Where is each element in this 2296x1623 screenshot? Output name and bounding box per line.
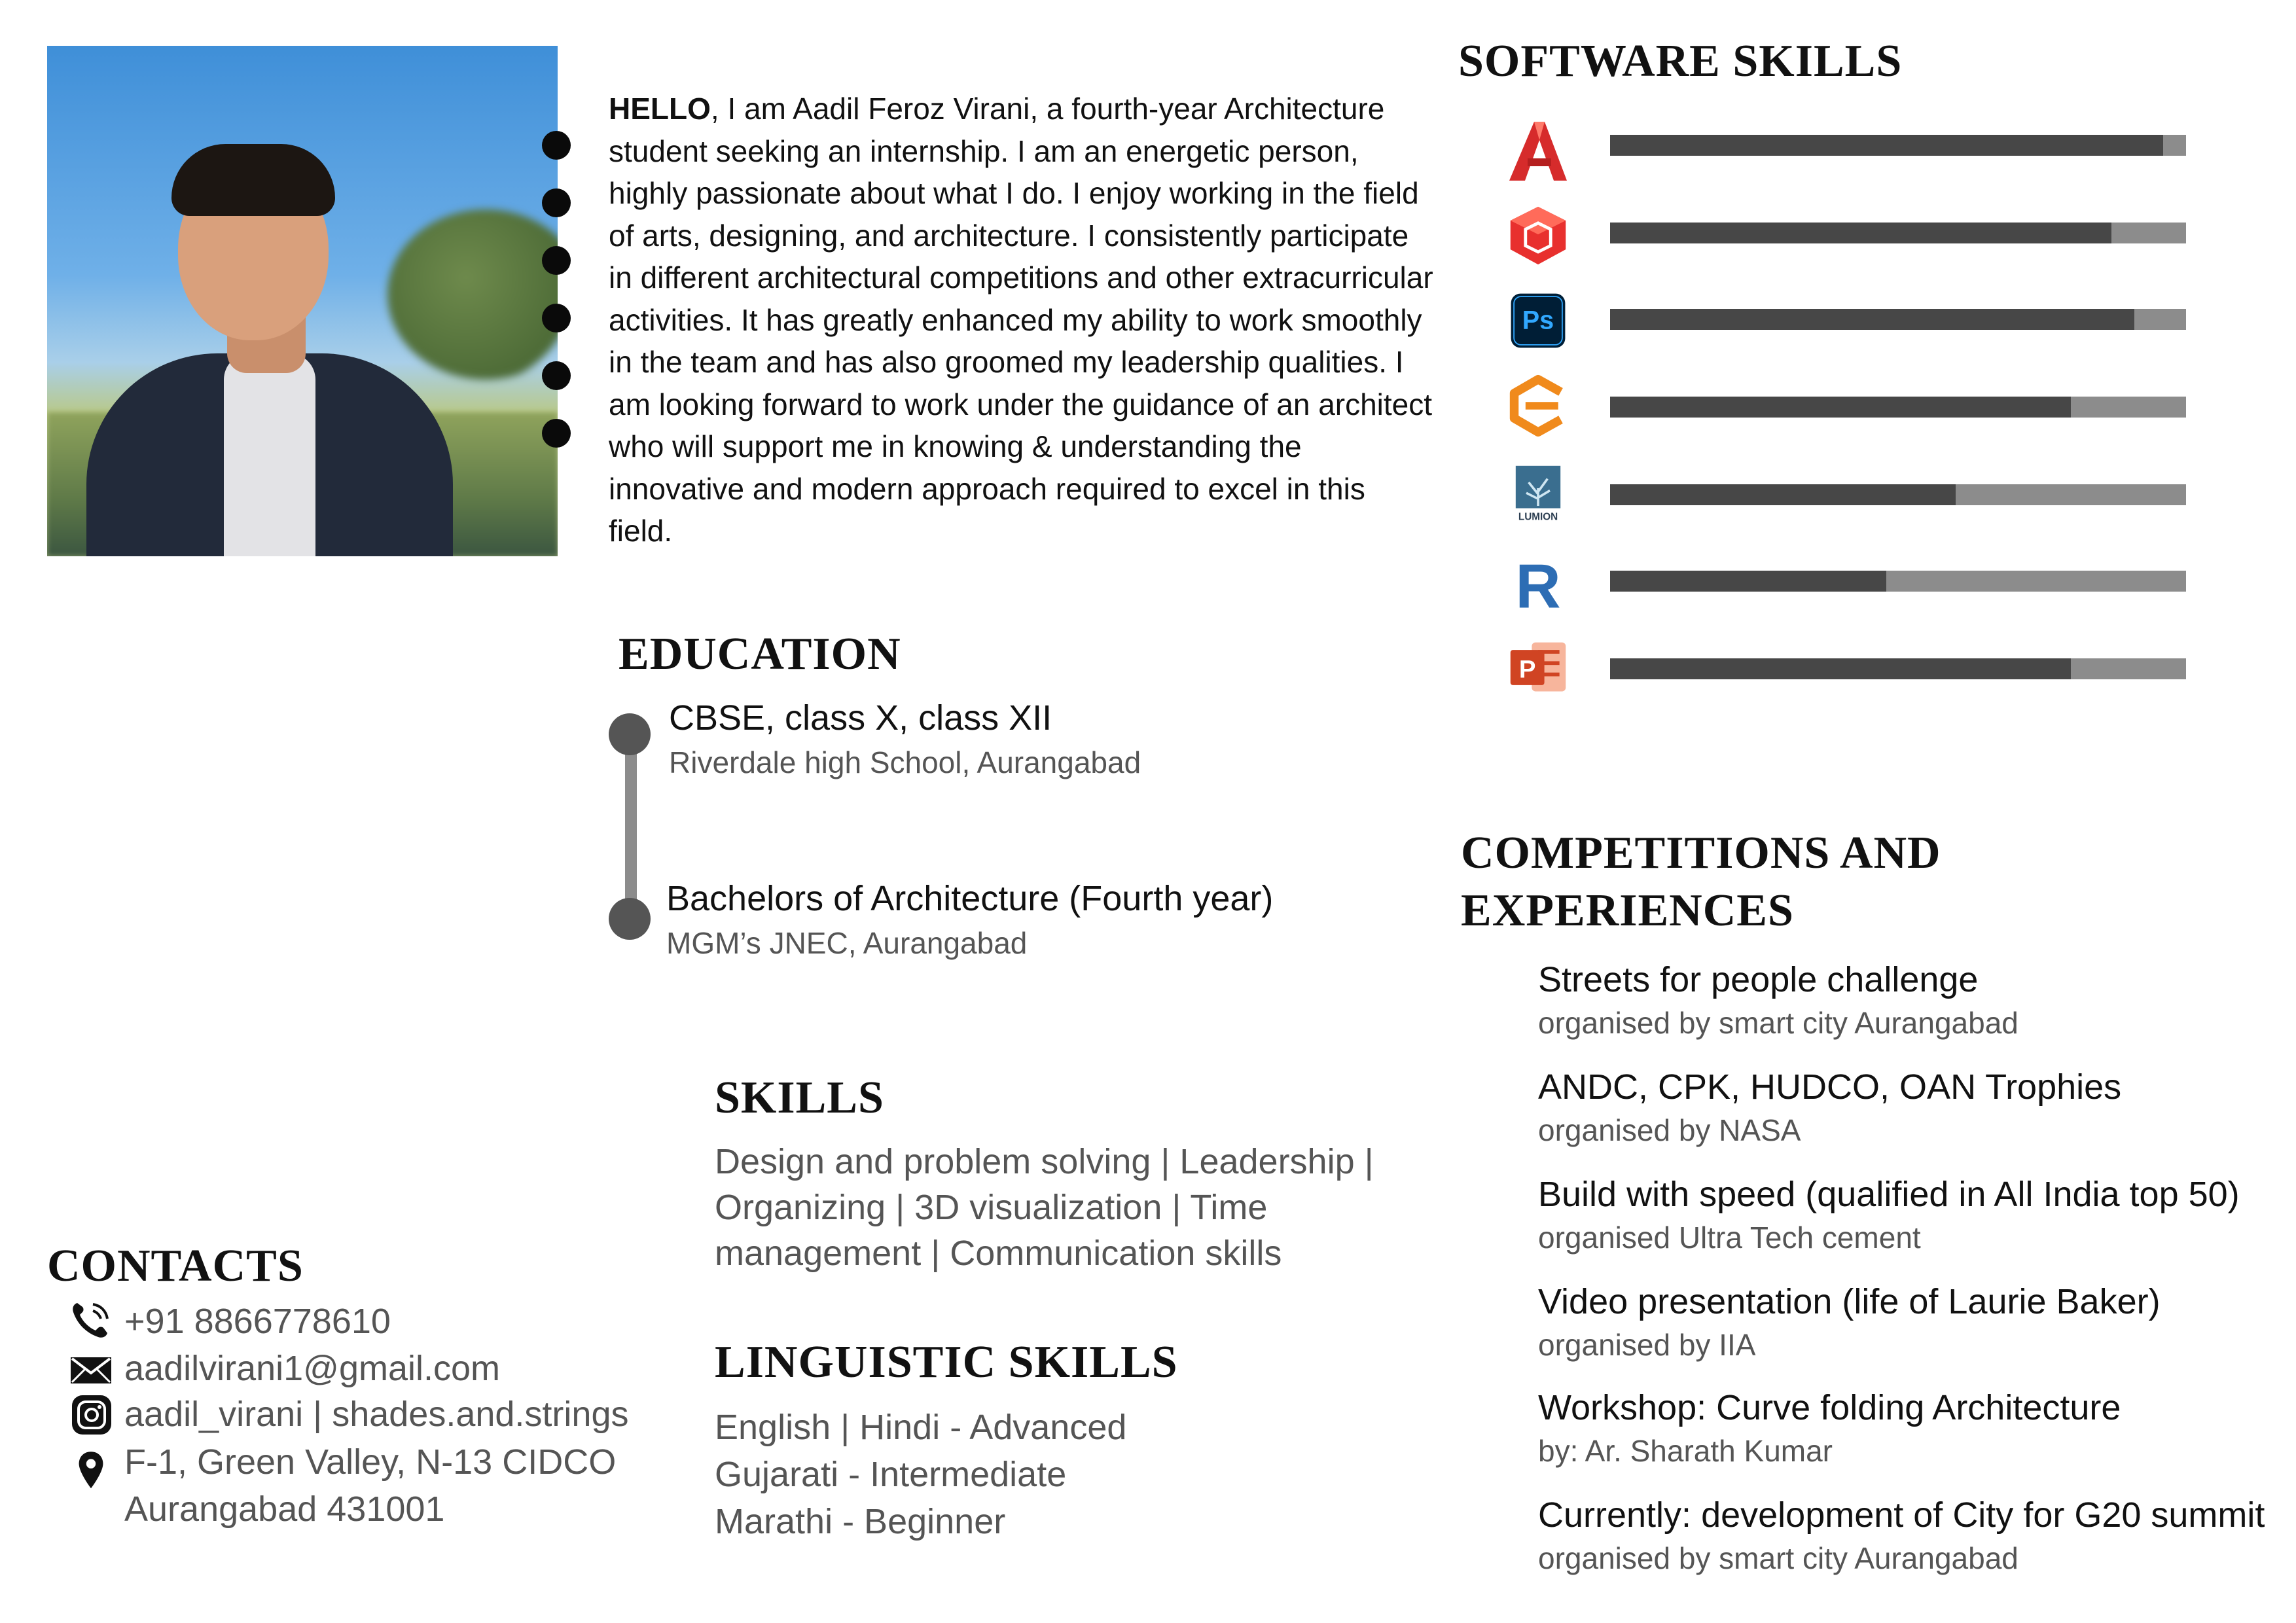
bullet-dot — [542, 419, 571, 448]
photoshop-icon — [1505, 288, 1571, 353]
contact-address-line1: F-1, Green Valley, N-13 CIDCO — [124, 1442, 617, 1482]
education-title: CBSE, class X, class XII — [669, 698, 1052, 738]
competition-item — [1538, 1281, 2161, 1363]
instagram-icon — [68, 1394, 114, 1436]
competition-title: Currently: development of City for G20 summit — [1538, 1495, 2265, 1535]
competition-title: Workshop: Curve folding Architecture — [1538, 1388, 2121, 1427]
competition-organiser: organised by smart city Aurangabad — [1538, 1006, 2018, 1040]
competition-organiser: by: Ar. Sharath Kumar — [1538, 1434, 1833, 1468]
competition-organiser: organised by NASA — [1538, 1113, 1801, 1147]
bullet-dot — [542, 246, 571, 275]
timeline-node — [609, 898, 651, 940]
competition-item — [1538, 959, 2018, 1041]
profile-photo — [47, 46, 558, 556]
photoshop-label: Ps — [1522, 306, 1554, 335]
skills-heading: SKILLS — [715, 1073, 884, 1123]
bullet-dot — [542, 131, 571, 160]
revit-label: R — [1515, 551, 1561, 614]
competition-title: ANDC, CPK, HUDCO, OAN Trophies — [1538, 1067, 2122, 1107]
skill-bar-fill — [1610, 571, 1886, 592]
contacts-heading: CONTACTS — [47, 1241, 304, 1291]
education-title: Bachelors of Architecture (Fourth year) — [666, 879, 1274, 918]
skill-bar-fill — [1610, 223, 2111, 243]
competition-title: Video presentation (life of Laurie Baker) — [1538, 1282, 2161, 1321]
competitions-heading-line1: COMPETITIONS AND — [1461, 828, 1941, 878]
lumion-icon — [1505, 461, 1571, 527]
language-line: Gujarati - Intermediate — [715, 1455, 1067, 1494]
autocad-icon — [1505, 118, 1571, 183]
competition-item — [1538, 1174, 2240, 1255]
bullet-dot — [542, 304, 571, 332]
bullet-dot — [542, 188, 571, 217]
competition-item — [1538, 1387, 2121, 1469]
powerpoint-icon — [1505, 635, 1571, 700]
education-item — [669, 698, 1141, 780]
skill-bar-fill — [1610, 658, 2071, 679]
competition-title: Streets for people challenge — [1538, 960, 1979, 999]
mail-icon — [68, 1348, 114, 1390]
lumion-label: LUMION — [1518, 511, 1558, 523]
skill-bar-fill — [1610, 309, 2134, 330]
education-school: Riverdale high School, Aurangabad — [669, 745, 1141, 779]
enscape-icon — [1505, 373, 1571, 438]
software-heading: SOFTWARE SKILLS — [1458, 36, 1903, 86]
competitions-heading-line2: EXPERIENCES — [1461, 885, 1794, 936]
phone-icon — [68, 1299, 114, 1341]
location-pin-icon — [68, 1450, 114, 1491]
skill-bar-photoshop — [1610, 309, 2186, 330]
skill-bar-fill — [1610, 397, 2071, 418]
intro-paragraph — [609, 88, 1433, 552]
sketchup-icon — [1505, 203, 1571, 268]
skill-bar-enscape — [1610, 397, 2186, 418]
contact-phone[interactable]: +91 8866778610 — [124, 1302, 391, 1341]
skills-list: Design and problem solving | Leadership | Organizing | 3D visualization | Time management | Communication skills — [715, 1142, 1374, 1273]
intro-text: , I am Aadil Feroz Virani, a fourth-year Architecture student seeking an internship. I am an energetic person, highly passionate about what I do. I enjoy working in the field of arts, designing, and architecture. I consistently participate in different architectural competitions and other extracurricular activities. It has greatly enhanced my ability to work smoothly in the team and has also groomed my leadership qualities. I am looking forward to work under the guidance of an architect who will support me in knowing & understanding the innovative and modern approach required to excel in this field. — [609, 92, 1433, 548]
education-heading: EDUCATION — [619, 629, 901, 679]
intro-greeting: HELLO — [609, 92, 711, 126]
linguistic-heading: LINGUISTIC SKILLS — [715, 1337, 1178, 1387]
contact-instagram[interactable]: aadil_virani | shades.and.strings — [124, 1395, 629, 1434]
timeline-node — [609, 713, 651, 755]
skill-bar-powerpoint — [1610, 658, 2186, 679]
language-line: Marathi - Beginner — [715, 1502, 1006, 1541]
competition-item — [1538, 1495, 2265, 1576]
education-school: MGM’s JNEC, Aurangabad — [666, 926, 1028, 960]
linguistic-list — [715, 1404, 1126, 1545]
competitions-heading — [1461, 825, 1941, 940]
revit-icon — [1505, 550, 1571, 615]
education-item — [666, 878, 1273, 961]
skill-bar-revit — [1610, 571, 2186, 592]
powerpoint-label: P — [1518, 655, 1536, 684]
language-line: English | Hindi - Advanced — [715, 1408, 1127, 1447]
skill-bar-fill — [1610, 135, 2163, 156]
competition-organiser: organised by smart city Aurangabad — [1538, 1541, 2018, 1575]
skill-bar-fill — [1610, 484, 1956, 505]
competition-title: Build with speed (qualified in All India top 50) — [1538, 1175, 2240, 1214]
skill-bar-sketchup — [1610, 223, 2186, 243]
skill-bar-lumion — [1610, 484, 2186, 505]
competition-item — [1538, 1067, 2121, 1148]
competition-organiser: organised by IIA — [1538, 1328, 1756, 1362]
competition-organiser: organised Ultra Tech cement — [1538, 1221, 1921, 1255]
contact-address-line2: Aurangabad 431001 — [124, 1489, 445, 1529]
bullet-dot — [542, 361, 571, 390]
skill-bar-autocad — [1610, 135, 2186, 156]
contact-email[interactable]: aadilvirani1@gmail.com — [124, 1349, 501, 1388]
